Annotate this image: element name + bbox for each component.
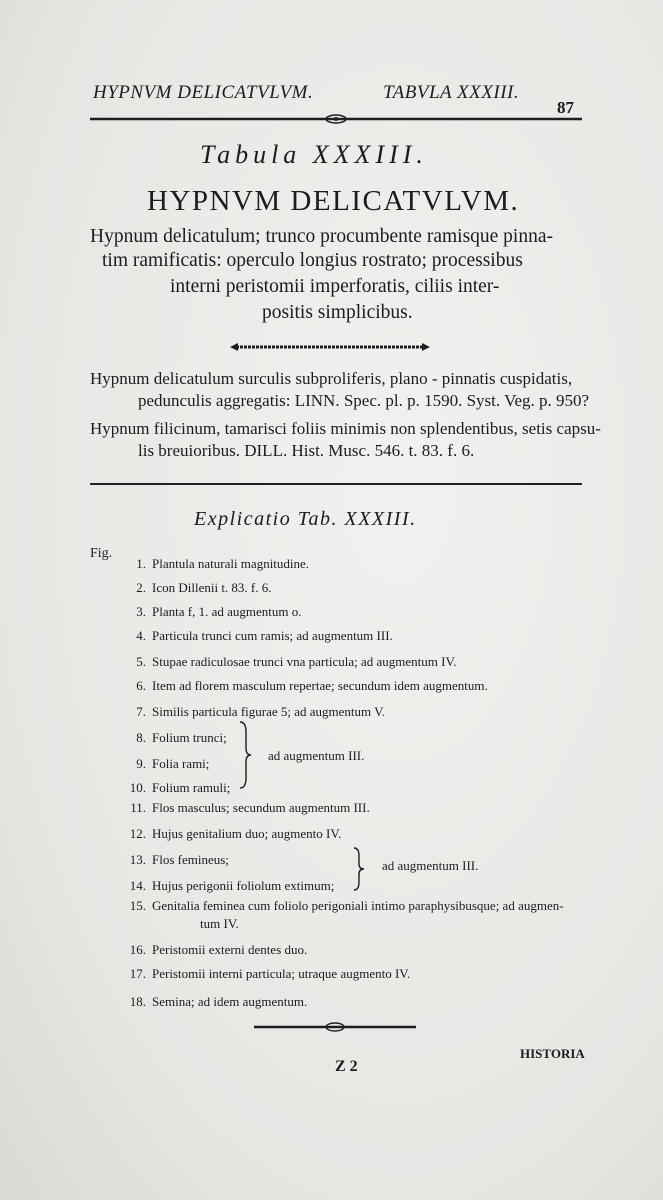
figure-item [136,628,393,644]
figure-item [136,756,210,772]
figure-number: 3. [136,604,146,619]
figure-text: Peristomii externi dentes duo. [152,942,308,957]
figure-number: 16. [129,942,146,957]
figure-text: Folium trunci; [152,730,227,745]
figure-item [129,966,411,982]
figure-number: 11. [130,800,146,815]
signature-mark: Z 2 [335,1058,358,1075]
brace-a [238,720,252,794]
diagnosis-line: Hypnum delicatulum; trunco procumbente ramisque pinna- [90,226,554,247]
figure-item [136,678,488,694]
running-head [93,82,520,104]
figure-number: 18. [129,994,146,1009]
figure-number: 9. [136,756,146,771]
figure-item [136,730,227,746]
brace-b-label: ad augmentum III. [382,858,479,873]
figure-item [129,994,308,1010]
figure-number: 7. [136,704,146,719]
middle-ornament [230,340,430,354]
bottom-ornament [254,1020,416,1034]
figure-number: 2. [136,580,146,595]
figure-text: Peristomii interni particula; utraque augmento IV. [152,966,411,981]
figure-text: Particula trunci cum ramis; ad augmentum III. [152,628,393,643]
top-ornament-rule [90,112,582,126]
fig-label: Fig. [90,546,113,561]
figure-item [129,852,229,868]
diagnosis-line: tim ramificatis: operculo longius rostrato; processibus [102,250,523,271]
figure-text: Icon Dillenii t. 83. f. 6. [152,580,272,595]
figure-number: 12. [129,826,146,841]
figure-number: 6. [136,678,146,693]
figure-item [129,898,564,914]
figure-item [130,800,370,816]
figure-text: Folium ramuli; [152,780,231,795]
figure-text: Semina; ad idem augmentum. [152,994,308,1009]
brace-b-icon [352,846,366,892]
brace-b [352,846,366,896]
figure-number: 8. [136,730,146,745]
synonym-line: pedunculis aggregatis: LINN. Spec. pl. p. 1590. Syst. Veg. p. 950? [138,391,590,410]
synonym-line: Hypnum delicatulum surculis subproliferis, plano - pinnatis cuspidatis, [90,369,573,388]
figure-text: Flos masculus; secundum augmentum III. [152,800,370,815]
species-title: HYPNVM DELICATVLVM. [147,185,520,217]
figure-text: Hujus genitalium duo; augmento IV. [152,826,342,841]
figure-number: 14. [129,878,146,893]
diagnosis-line: interni peristomii imperforatis, ciliis inter- [170,276,500,297]
figure-text: Genitalia feminea cum foliolo perigoniali intimo paraphysibusque; ad augmen- [152,898,564,913]
figure-item [136,604,302,620]
synonym-line: lis breuioribus. DILL. Hist. Musc. 546. t. 83. f. 6. [138,441,475,460]
plate-title: Tabula XXXIII. [200,140,428,169]
catchword: HISTORIA [520,1046,585,1061]
figure-item [129,942,308,958]
figure-item [136,654,457,670]
figure-text: Planta f, 1. ad augmentum o. [152,604,302,619]
synonym-line: Hypnum filicinum, tamarisci foliis minimis non splendentibus, setis capsu- [90,419,601,438]
figure-number: 5. [136,654,146,669]
figure-number: 17. [129,966,146,981]
figure-number: 1. [136,556,146,571]
figure-number: 15. [129,898,146,913]
figure-item [129,826,342,842]
explicatio-heading: Explicatio Tab. XXXIII. [194,508,417,530]
figure-text: Similis particula figurae 5; ad augmentum V. [152,704,386,719]
figure-item [200,916,239,932]
figure-text: Item ad florem masculum repertae; secundum idem augmentum. [152,678,488,693]
page-number: 87 [557,98,574,117]
figure-item [129,878,335,894]
running-head-left: HYPNVM DELICATVLVM. [93,82,314,103]
figure-text: Hujus perigonii foliolum extimum; [152,878,335,893]
figure-text: tum IV. [200,916,239,931]
figure-item [136,556,310,572]
figure-text: Folia rami; [152,756,210,771]
figure-text: Stupae radiculosae trunci vna particula; ad augmentum IV. [152,654,457,669]
figure-number: 4. [136,628,146,643]
brace-a-label: ad augmentum III. [268,748,365,763]
figure-item [136,580,272,596]
brace-a-icon [238,720,252,790]
section-rule [90,483,582,485]
figure-number: 13. [129,852,146,867]
figure-item [136,704,386,720]
figure-text: Plantula naturali magnitudine. [152,556,310,571]
figure-item [129,780,231,796]
running-head-right: TABVLA XXXIII. [383,82,520,103]
diagnosis-line: positis simplicibus. [262,302,413,323]
figure-text: Flos femineus; [152,852,229,867]
figure-number: 10. [129,780,146,795]
